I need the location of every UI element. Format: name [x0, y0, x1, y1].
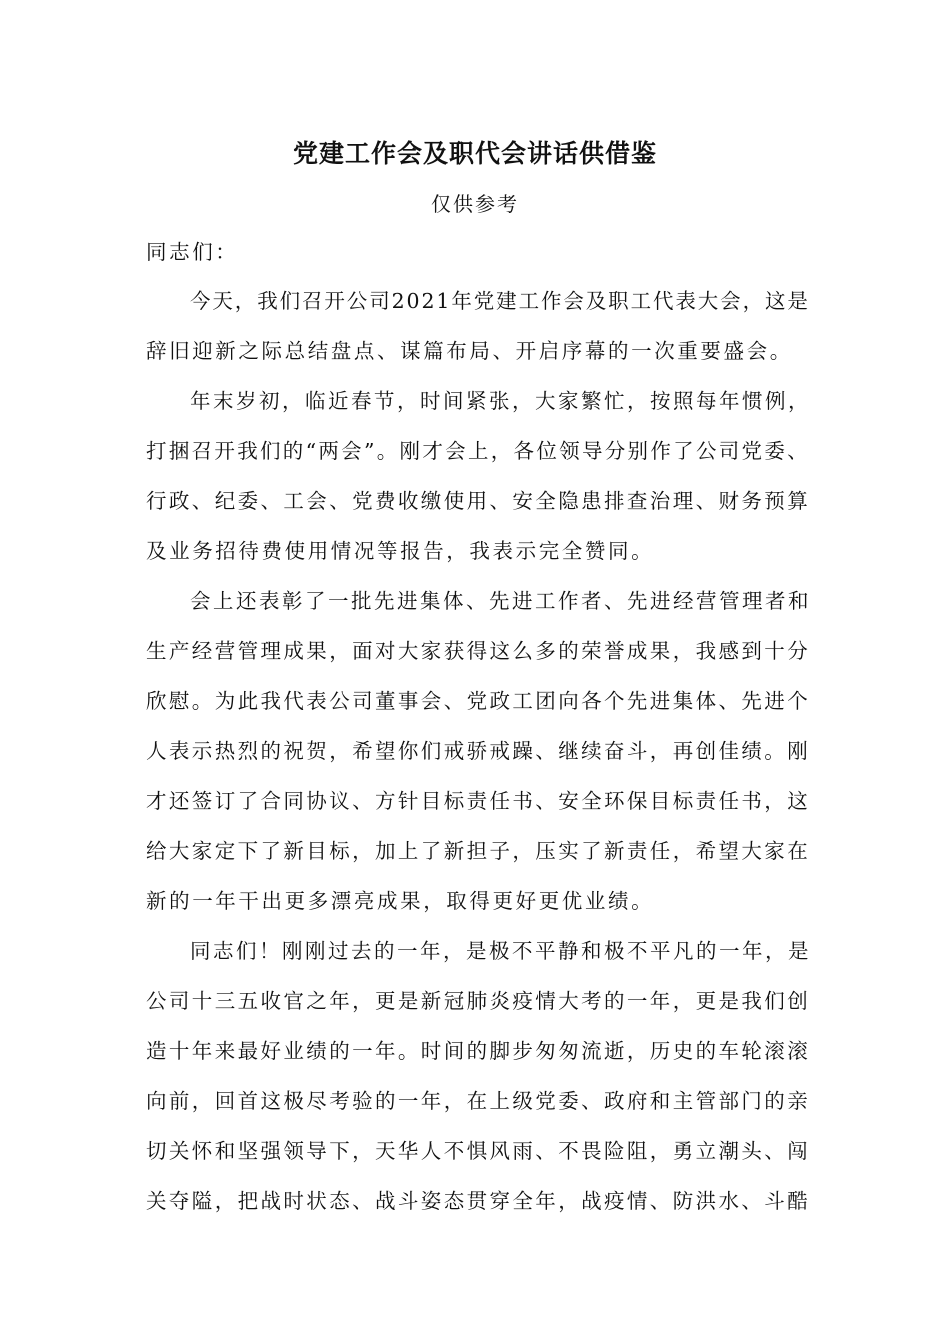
body-line: 同志们！刚刚过去的一年，是极不平静和极不平凡的一年，是 [190, 939, 811, 963]
body-line: 年末岁初，临近春节，时间紧张，大家繁忙，按照每年惯例， [190, 389, 811, 413]
body-line: 行政、纪委、工会、党费收缴使用、安全隐患排查治理、财务预算 [146, 489, 811, 513]
body-line: 及业务招待费使用情况等报告，我表示完全赞同。 [146, 539, 655, 563]
body-line: 欣慰。为此我代表公司董事会、党政工团向各个先进集体、先进个 [146, 689, 811, 713]
document-title: 党建工作会及职代会讲话供借鉴 [292, 139, 657, 168]
body-line: 生产经营管理成果，面对大家获得这么多的荣誉成果，我感到十分 [146, 639, 811, 663]
body-line: 打捆召开我们的“两会”。刚才会上，各位领导分别作了公司党委、 [146, 439, 810, 463]
body-line: 新的一年干出更多漂亮成果，取得更好更优业绩。 [146, 889, 655, 913]
body-line: 会上还表彰了一批先进集体、先进工作者、先进经营管理者和 [190, 589, 811, 613]
body-line: 向前，回首这极尽考验的一年，在上级党委、政府和主管部门的亲 [146, 1089, 811, 1113]
body-line: 切关怀和坚强领导下，天华人不惧风雨、不畏险阻，勇立潮头、闯 [146, 1139, 811, 1163]
body-line: 给大家定下了新目标，加上了新担子，压实了新责任，希望大家在 [146, 839, 811, 863]
body-line: 公司十三五收官之年，更是新冠肺炎疫情大考的一年，更是我们创 [146, 989, 811, 1013]
body-line: 才还签订了合同协议、方针目标责任书、安全环保目标责任书，这 [146, 789, 811, 813]
body-line: 今天，我们召开公司2021年党建工作会及职工代表大会，这是 [190, 289, 810, 313]
document-subtitle: 仅供参考 [431, 192, 519, 216]
body-line: 辞旧迎新之际总结盘点、谋篇布局、开启序幕的一次重要盛会。 [146, 339, 793, 363]
salutation-line: 同志们： [146, 240, 239, 264]
body-line: 造十年来最好业绩的一年。时间的脚步匆匆流逝，历史的车轮滚滚 [146, 1039, 811, 1063]
body-line: 关夺隘，把战时状态、战斗姿态贯穿全年，战疫情、防洪水、斗酷 [146, 1189, 811, 1213]
body-line: 人表示热烈的祝贺，希望你们戒骄戒躁、继续奋斗，再创佳绩。刚 [146, 739, 811, 763]
